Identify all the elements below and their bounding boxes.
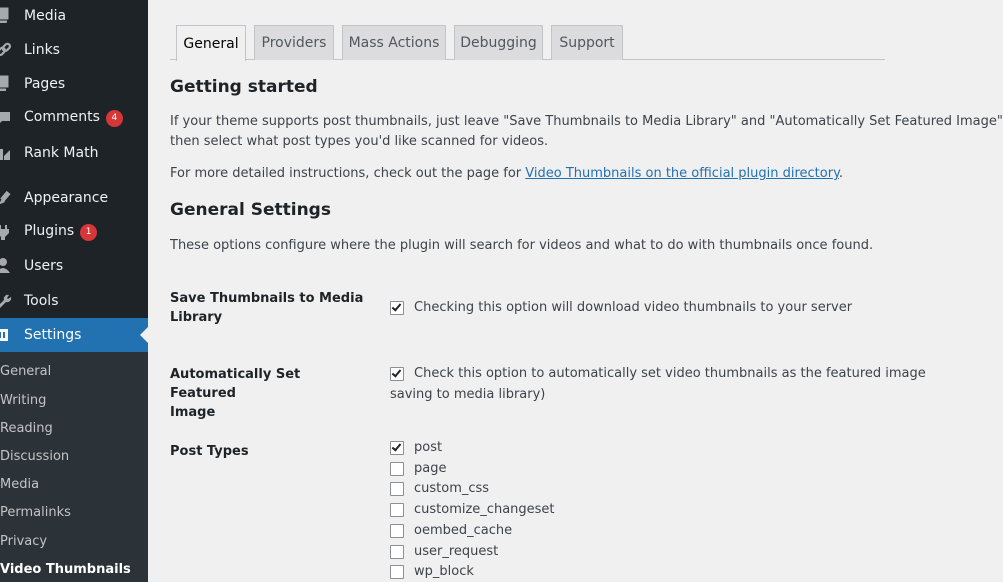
general-settings-description: These options configure where the plugin will search for videos and what to do with thumbnails once found. [170,238,874,253]
sidebar-item-appearance[interactable] [0,183,148,213]
post-type-checkbox-post[interactable] [390,441,404,455]
save-thumbnails-description: Checking this option will download video thumbnails to your server [414,300,853,315]
tab-debugging[interactable]: Debugging [454,25,543,60]
sidebar-item-comments[interactable] [0,103,148,133]
sidebar-item-users[interactable] [0,251,148,281]
auto-featured-checkbox[interactable] [390,367,404,381]
submenu-item-media[interactable]: Media [0,477,40,492]
settings-icon [0,326,12,344]
post-type-checkbox-page[interactable] [390,462,404,476]
submenu-item-privacy[interactable]: Privacy [0,534,48,549]
check-icon [392,301,402,311]
post-type-label: oembed_cache [414,523,513,538]
admin-sidebar [0,0,148,582]
sidebar-item-label: Links [24,42,60,58]
post-type-checkbox-customize-changeset[interactable] [390,503,404,517]
sidebar-item-rank-math[interactable] [0,138,148,168]
getting-started-heading: Getting started [170,77,318,97]
sidebar-item-label: Media [24,8,67,24]
post-type-checkbox-wp-block[interactable] [390,565,404,579]
sidebar-item-label: Users [24,258,64,274]
submenu-item-writing[interactable]: Writing [0,393,47,408]
save-thumbnails-label: Save Thumbnails to Media Library [170,291,364,325]
tab-mass-actions[interactable]: Mass Actions [342,25,446,60]
media-icon [0,7,12,25]
sidebar-item-label: Settings [24,327,82,343]
post-type-checkbox-user-request[interactable] [390,545,404,559]
post-type-label: customize_changeset [414,502,555,517]
instructions-paragraph: For more detailed instructions, check out the page for Video Thumbnails on the official plugin directory. [170,166,844,181]
post-type-label: page [414,461,447,476]
check-icon [392,441,402,451]
sidebar-item-label: Plugins 1 [24,223,97,241]
post-types-label: Post Types [170,444,249,459]
sidebar-item-links[interactable] [0,35,148,65]
submenu-item-reading[interactable]: Reading [0,421,53,436]
settings-submenu [0,352,148,582]
sidebar-item-label: Tools [24,293,59,309]
users-icon [0,257,12,275]
appearance-icon [0,189,12,207]
settings-tabs [170,0,885,60]
submenu-item-discussion[interactable]: Discussion [0,449,70,464]
sidebar-item-media[interactable] [0,1,148,31]
sidebar-item-label: Comments 4 [24,109,123,127]
check-icon [392,367,402,377]
plugin-directory-link[interactable]: Video Thumbnails on the official plugin directory [525,166,839,181]
sidebar-item-label: Appearance [24,190,109,206]
post-type-label: custom_css [414,481,490,496]
sidebar-item-label: Pages [24,76,66,92]
comments-count-badge: 4 [106,110,123,127]
auto-featured-description-cont: saving to media library) [390,387,546,402]
post-type-checkbox-custom-css[interactable] [390,482,404,496]
sidebar-item-tools[interactable] [0,286,148,316]
comments-icon [0,109,12,127]
post-type-label: wp_block [414,564,474,579]
intro-paragraph: If your theme supports post thumbnails, just leave "Save Thumbnails to Media Library" and "Automatically Set Featured Image" then select what post types you'd like scanned for videos. [170,114,1003,149]
sidebar-item-settings[interactable] [0,318,148,352]
submenu-item-general[interactable]: General [0,364,52,379]
plugins-icon [0,223,12,241]
submenu-item-video-thumbnails[interactable]: Video Thumbnails [0,562,131,577]
tab-support[interactable]: Support [551,25,623,60]
post-type-label: post [414,440,443,455]
auto-featured-description: Check this option to automatically set video thumbnails as the featured image [414,366,926,381]
save-thumbnails-checkbox[interactable] [390,301,404,315]
sidebar-item-plugins[interactable] [0,217,148,247]
general-settings-heading: General Settings [170,200,331,220]
wrench-icon [0,292,12,310]
tab-general[interactable]: General [176,25,246,61]
sidebar-item-label: Rank Math [24,145,99,161]
sidebar-item-pages[interactable] [0,69,148,99]
rank-math-icon [0,144,12,162]
auto-featured-label: Automatically Set Featured Image [170,367,301,420]
tab-providers[interactable]: Providers [254,25,334,60]
current-menu-arrow [140,327,148,343]
post-type-label: user_request [414,544,499,559]
pages-icon [0,75,12,93]
plugins-update-badge: 1 [80,224,97,241]
submenu-item-permalinks[interactable]: Permalinks [0,505,71,520]
post-type-checkbox-oembed-cache[interactable] [390,524,404,538]
link-icon [0,41,12,59]
